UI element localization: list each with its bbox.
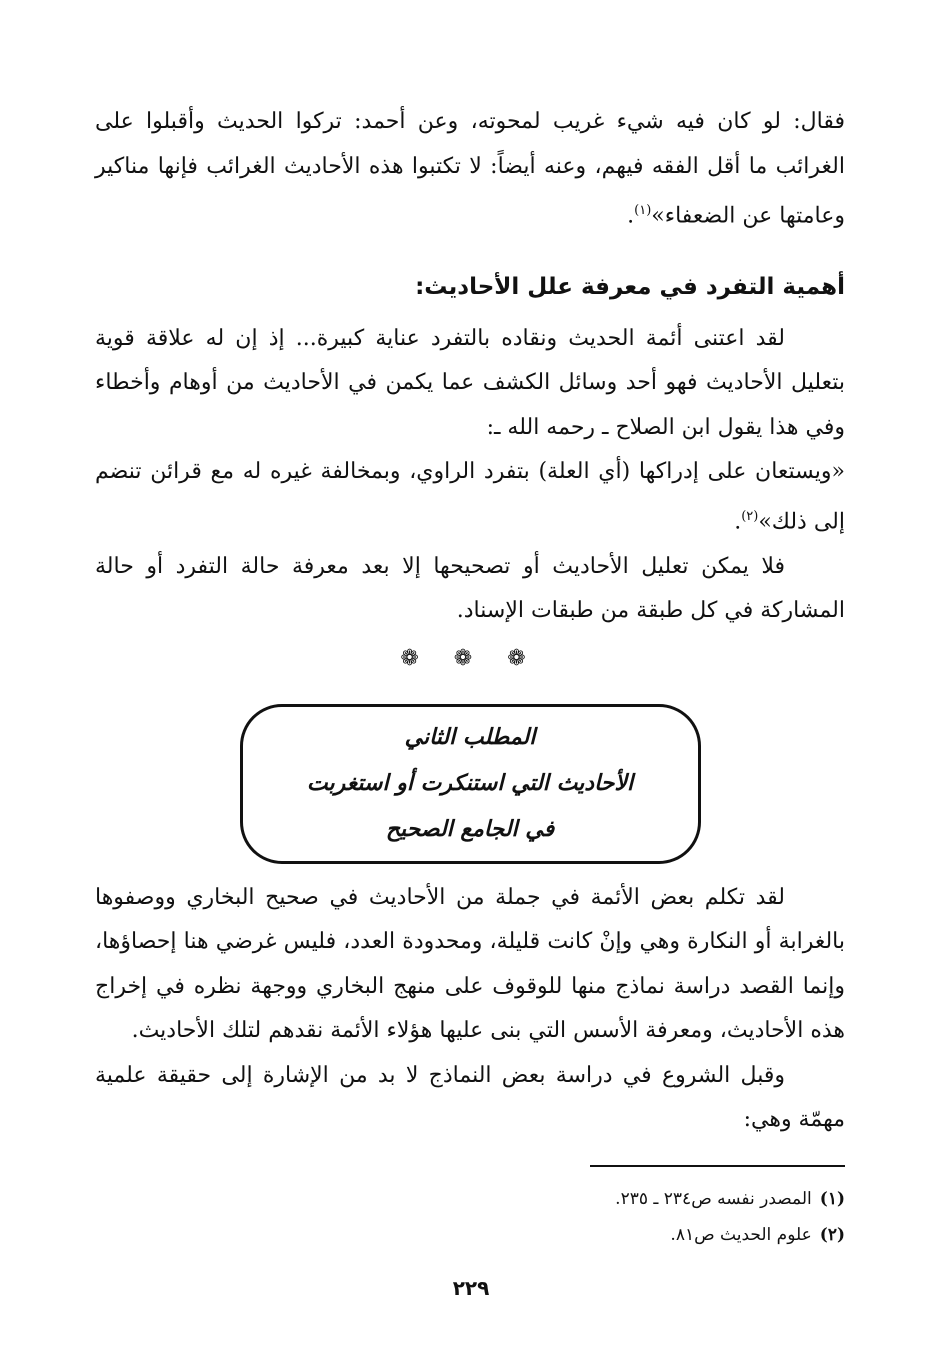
- paragraph-2: فلا يمكن تعليل الأحاديث أو تصحيحها إلا بعد معرفة حالة التفرد أو حالة المشاركة في كل طبقة من طبقات الإسناد.: [95, 553, 845, 624]
- section-title-line-1: المطلب الثاني: [404, 724, 536, 750]
- footnote-mark-1: (١): [634, 203, 652, 218]
- section-title-line-2: الأحاديث التي استنكرت أو استغربت: [306, 770, 634, 796]
- section-heading: أهمية التفرد في معرفة علل الأحاديث:: [415, 273, 845, 300]
- footnote-mark-2: (٢): [741, 508, 759, 524]
- page-body: [95, 100, 845, 1143]
- section-title-box: [240, 704, 701, 864]
- footnotes: [95, 1165, 845, 1253]
- footnote-2-number: (٢): [819, 1225, 845, 1245]
- footnote-2: [95, 1217, 845, 1253]
- paragraph-4: وقبل الشروع في دراسة بعض النماذج لا بد من الإشارة إلى حقيقة علمية مهمّة وهي:: [95, 1062, 845, 1133]
- footnote-1-text: المصدر نفسه ص٢٣٤ ـ ٢٣٥.: [615, 1189, 812, 1209]
- footnote-divider: [590, 1165, 845, 1167]
- quote-text: «ويستعان على إدراكها (أي العلة) بتفرد الراوي، وبمخالفة غيره له مع قرائن تنضم إلى ذلك»: [95, 459, 845, 535]
- page-number: ٢٢٩: [452, 1276, 490, 1300]
- intro-paragraph: فقال: لو كان فيه شيء غريب لمحوته، وعن أحمد: تركوا الحديث وأقبلوا على الغرائب ما أقل الفقه فيهم، وعنه أيضاً: لا تكتبوا هذه الأحاديث الغرائب فإنها مناكير وعامتها عن الضعفاء»$^{(١)}$.: [95, 109, 845, 229]
- footnote-1-number: (١): [819, 1189, 845, 1209]
- separator-ornament: ❁ ❁ ❁: [400, 645, 540, 671]
- section-title-box-wrapper: [95, 704, 845, 864]
- paragraph-3: لقد تكلم بعض الأئمة في جملة من الأحاديث في صحيح البخاري ووصفوها بالغرابة أو النكارة وهي وإنْ كانت قليلة، ومحدودة العدد، فليس غرضي هنا إحصاؤها، وإنما القصد دراسة نماذج منها للوقوف على منهج البخاري ووجهة نظره في إخراج هذه الأحاديث، ومعرفة الأسس التي بنى عليها هؤلاء الأئمة نقدهم لتلك الأحاديث.: [95, 884, 845, 1044]
- section-title-line-3: في الجامع الصحيح: [385, 816, 555, 842]
- intro-text: فقال: لو كان فيه شيء غريب لمحوته، وعن أحمد: تركوا الحديث وأقبلوا على الغرائب ما أقل الفقه فيهم، وعنه أيضاً: لا تكتبوا هذه الأحاديث الغرائب فإنها مناكير وعامتها عن الضعفاء»: [95, 109, 845, 229]
- footnote-1: [95, 1181, 845, 1217]
- quote-paragraph: «ويستعان على إدراكها (أي العلة) بتفرد الراوي، وبمخالفة غيره له مع قرائن تنضم إلى ذلك»$^{(٢)}$.: [95, 459, 845, 535]
- paragraph-1: لقد اعتنى أئمة الحديث ونقاده بالتفرد عناية كبيرة... إذ إن له علاقة قوية بتعليل الأحاديث فهو أحد وسائل الكشف عما يكمن في الأحاديث من أوهام وأخطاء وفي هذا يقول ابن الصلاح ـ رحمه الله ـ:: [95, 325, 845, 440]
- footnote-2-text: علوم الحديث ص٨١.: [670, 1225, 812, 1245]
